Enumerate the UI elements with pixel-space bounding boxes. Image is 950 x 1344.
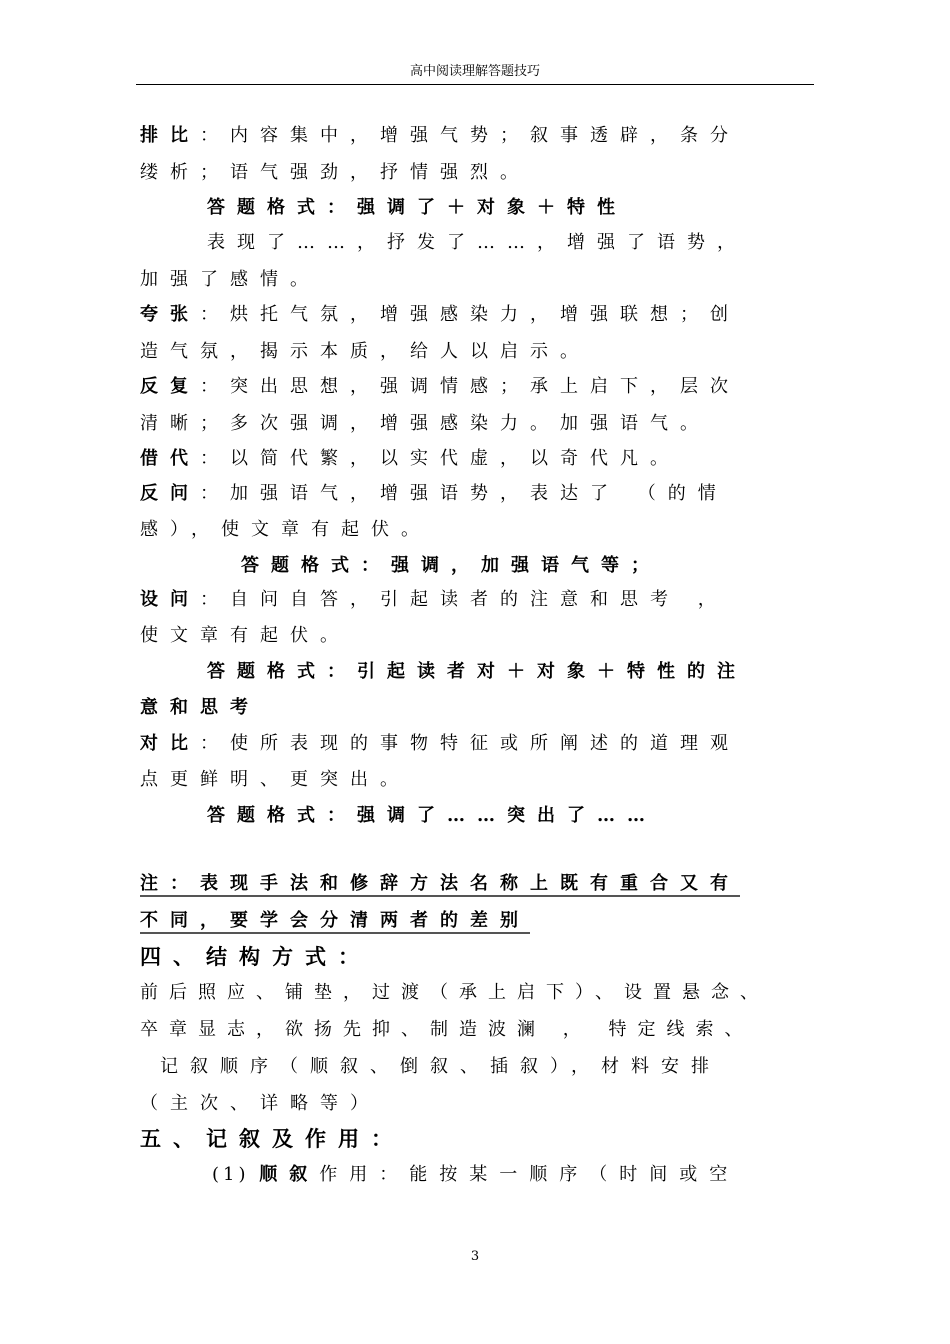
text-line-shewen-format-2 [140, 690, 820, 726]
text-segment: ：加强语气，增强语势，表达了 （的情 [200, 483, 728, 504]
text-line-shewen-format-1 [207, 654, 807, 690]
text-line-duibi-2 [140, 762, 820, 798]
section-heading-5 [140, 1121, 820, 1157]
note-text: 不同，要学会分清两者的差别 [140, 910, 530, 931]
text-segment: 感），使文章有起伏。 [140, 519, 431, 540]
text-line-note-1 [140, 866, 820, 902]
term-fanfu: 反复 [140, 376, 200, 397]
term-paibi: 排比 [140, 125, 200, 146]
text-line-fanfu-2 [140, 406, 820, 442]
text-segment: 清晰；多次强调，增强感染力。加强语气。 [140, 413, 710, 434]
page-number: 3 [470, 1249, 480, 1264]
text-segment: ：自问自答，引起读者的注意和思考 ， [200, 589, 728, 610]
text-line-duibi-1 [140, 726, 820, 762]
text-line-shewen-2 [140, 618, 820, 654]
text-segment: 表现了……，抒发了……，增强了语势， [207, 232, 747, 253]
note-text: 注：表现手法和修辞方法名称上既有重合又有 [140, 873, 740, 894]
text-segment: 加强了感情。 [140, 269, 320, 290]
text-line-jiegou-3 [160, 1049, 840, 1085]
page-footer [0, 1247, 950, 1267]
section-title: 五、记叙及作用： [140, 1126, 404, 1151]
text-line-paibi-1 [140, 118, 820, 154]
text-segment: 卒章显志，欲扬先抑、制造波澜 ， 特定线索、 [140, 1019, 754, 1040]
text-segment: 意和思考 [140, 697, 260, 718]
text-segment: 点更鲜明、更突出。 [140, 769, 410, 790]
text-segment: 记叙顺序（顺叙、倒叙、插叙），材料安排 [160, 1056, 721, 1077]
text-line-fanwen-format [241, 548, 921, 584]
text-line-paibi-format-2 [207, 225, 887, 261]
term-shunxu: 顺叙 [259, 1164, 320, 1185]
term-fanwen: 反问 [140, 483, 200, 504]
text-line-jiegou-4 [140, 1086, 820, 1122]
answer-format-label: 答题格式：引起读者对＋对象＋特性的注 [207, 661, 747, 682]
term-jiedai: 借代 [140, 448, 200, 469]
term-duibi: 对比 [140, 733, 200, 754]
text-line-jiedai-1 [140, 441, 820, 477]
section-title: 四、结构方式： [140, 944, 371, 969]
list-marker: (1) [212, 1164, 260, 1185]
text-segment: 使文章有起伏。 [140, 625, 350, 646]
page-header [136, 60, 814, 85]
text-line-note-2 [140, 903, 820, 939]
text-line-jiegou-1 [140, 975, 820, 1011]
answer-format-label: 答题格式：强调了……突出了…… [207, 805, 657, 826]
term-shewen: 设问 [140, 589, 200, 610]
term-kuazhang: 夸张 [140, 304, 200, 325]
answer-format-label: 答题格式：强调了＋对象＋特性 [207, 197, 627, 218]
text-line-fanwen-1 [140, 476, 820, 512]
text-segment: 造气氛，揭示本质，给人以启示。 [140, 341, 590, 362]
text-line-fanfu-1 [140, 369, 820, 405]
text-line-paibi-format [207, 190, 887, 226]
answer-format-label: 答题格式：强调，加强语气等； [241, 555, 661, 576]
text-line-shewen-1 [140, 582, 820, 618]
section-heading-4 [140, 939, 820, 975]
text-line-duibi-format [207, 798, 887, 834]
text-segment: ：内容集中，增强气势；叙事透辟，条分 [200, 125, 740, 146]
text-line-paibi-format-3 [140, 262, 820, 298]
header-title: 高中阅读理解答题技巧 [409, 64, 540, 79]
text-segment: 作用：能按某一顺序（时间或空 [319, 1164, 740, 1185]
text-segment: ：烘托气氛，增强感染力，增强联想；创 [200, 304, 740, 325]
text-segment: ：突出思想，强调情感；承上启下，层次 [200, 376, 740, 397]
text-line-kuazhang-1 [140, 297, 820, 333]
text-line-jiegou-2 [140, 1012, 820, 1048]
text-line-kuazhang-2 [140, 334, 820, 370]
text-segment: ：使所表现的事物特征或所阐述的道理观 [200, 733, 740, 754]
text-line-shunxu-1 [212, 1157, 812, 1193]
text-line-fanwen-2 [140, 512, 820, 548]
text-segment: ：以简代繁，以实代虚，以奇代凡。 [200, 448, 680, 469]
text-segment: 前后照应、铺垫，过渡（承上启下）、设置悬念、 [140, 982, 769, 1003]
text-segment: （主次、详略等） [140, 1093, 380, 1114]
text-segment: 缕析；语气强劲，抒情强烈。 [140, 162, 530, 183]
text-line-paibi-2 [140, 155, 820, 191]
